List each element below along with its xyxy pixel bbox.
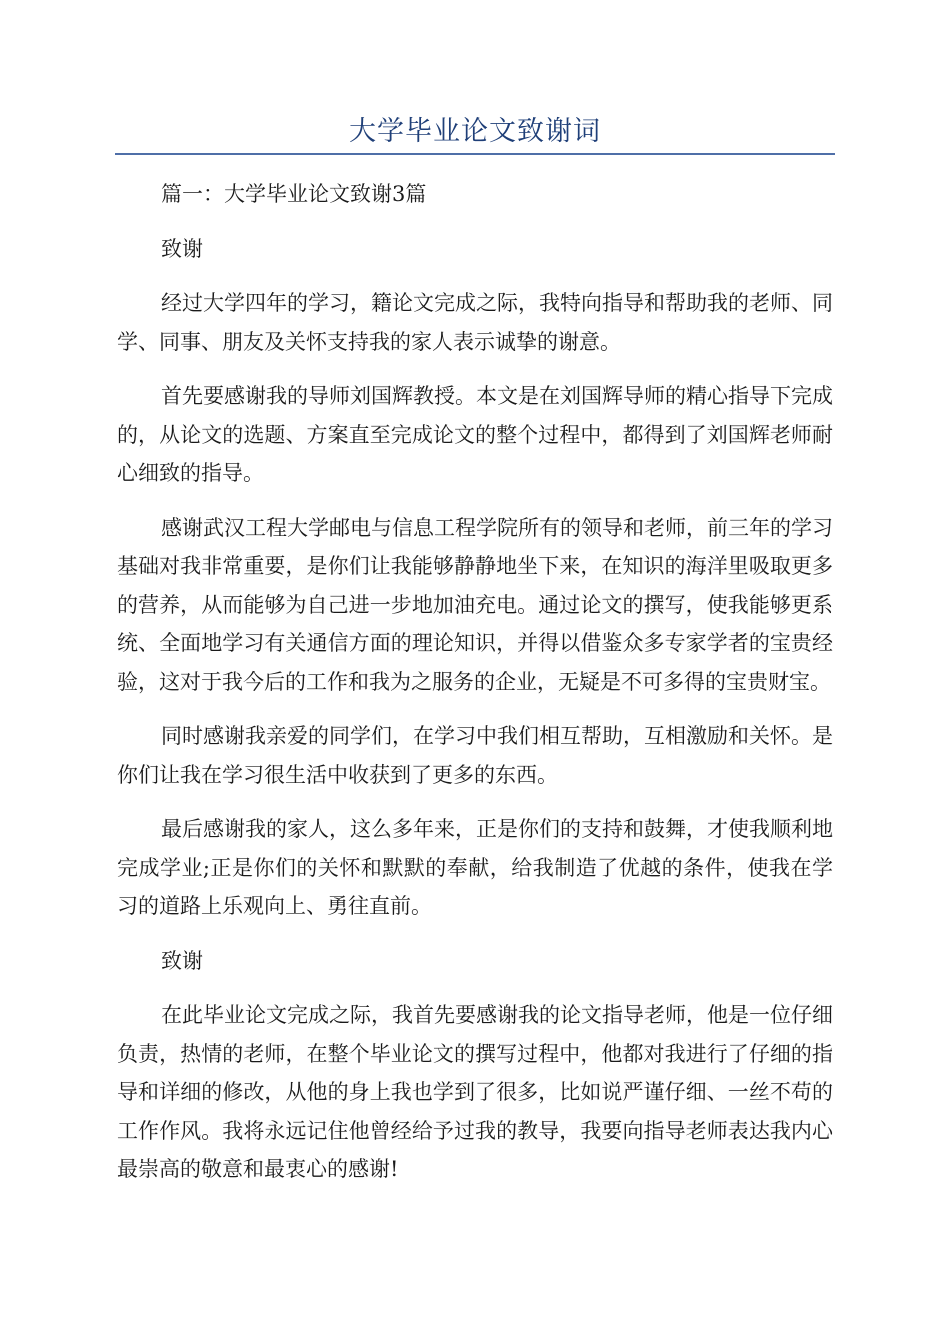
- section-heading: 致谢: [161, 948, 203, 973]
- subtitle: 篇一：大学毕业论文致谢3篇: [161, 182, 427, 206]
- paragraph: 感谢武汉工程大学邮电与信息工程学院所有的领导和老师，前三年的学习基础对我非常重要，是你们让我能够静静地坐下来，在知识的海洋里吸取更多的营养，从而能够为自己进一步地加油充电。通过论文的撰写，使我能够更系统、全面地学习有关通信方面的理论知识，并得以借鉴众多专家学者的宝贵经验，这对于我今后的工作和我为之服务的企业，无疑是不可多得的宝贵财宝。: [117, 515, 833, 694]
- paragraph: 在此毕业论文完成之际，我首先要感谢我的论文指导老师，他是一位仔细负责，热情的老师，在整个毕业论文的撰写过程中，他都对我进行了仔细的指导和详细的修改，从他的身上我也学到了很多，比如说严谨仔细、一丝不苟的工作作风。我将永远记住他曾经给予过我的教导，我要向指导老师表达我内心最崇高的敬意和最衷心的感谢!: [117, 1003, 833, 1181]
- document-body: [117, 175, 833, 1205]
- title-underline: [115, 153, 835, 155]
- paragraph: 最后感谢我的家人，这么多年来，正是你们的支持和鼓舞，才使我顺利地完成学业;正是你们的关怀和默默的奉献，给我制造了优越的条件，使我在学习的道路上乐观向上、勇往直前。: [117, 817, 833, 918]
- paragraph: 同时感谢我亲爱的同学们，在学习中我们相互帮助，互相激励和关怀。是你们让我在学习很生活中收获到了更多的东西。: [117, 724, 833, 787]
- paragraph: 首先要感谢我的导师刘国辉教授。本文是在刘国辉导师的精心指导下完成的，从论文的选题、方案直至完成论文的整个过程中，都得到了刘国辉老师耐心细致的指导。: [117, 384, 833, 485]
- document-title: 大学毕业论文致谢词: [349, 116, 601, 147]
- section-heading: 致谢: [161, 236, 203, 261]
- paragraph: 经过大学四年的学习，籍论文完成之际，我特向指导和帮助我的老师、同学、同事、朋友及关怀支持我的家人表示诚挚的谢意。: [117, 291, 833, 354]
